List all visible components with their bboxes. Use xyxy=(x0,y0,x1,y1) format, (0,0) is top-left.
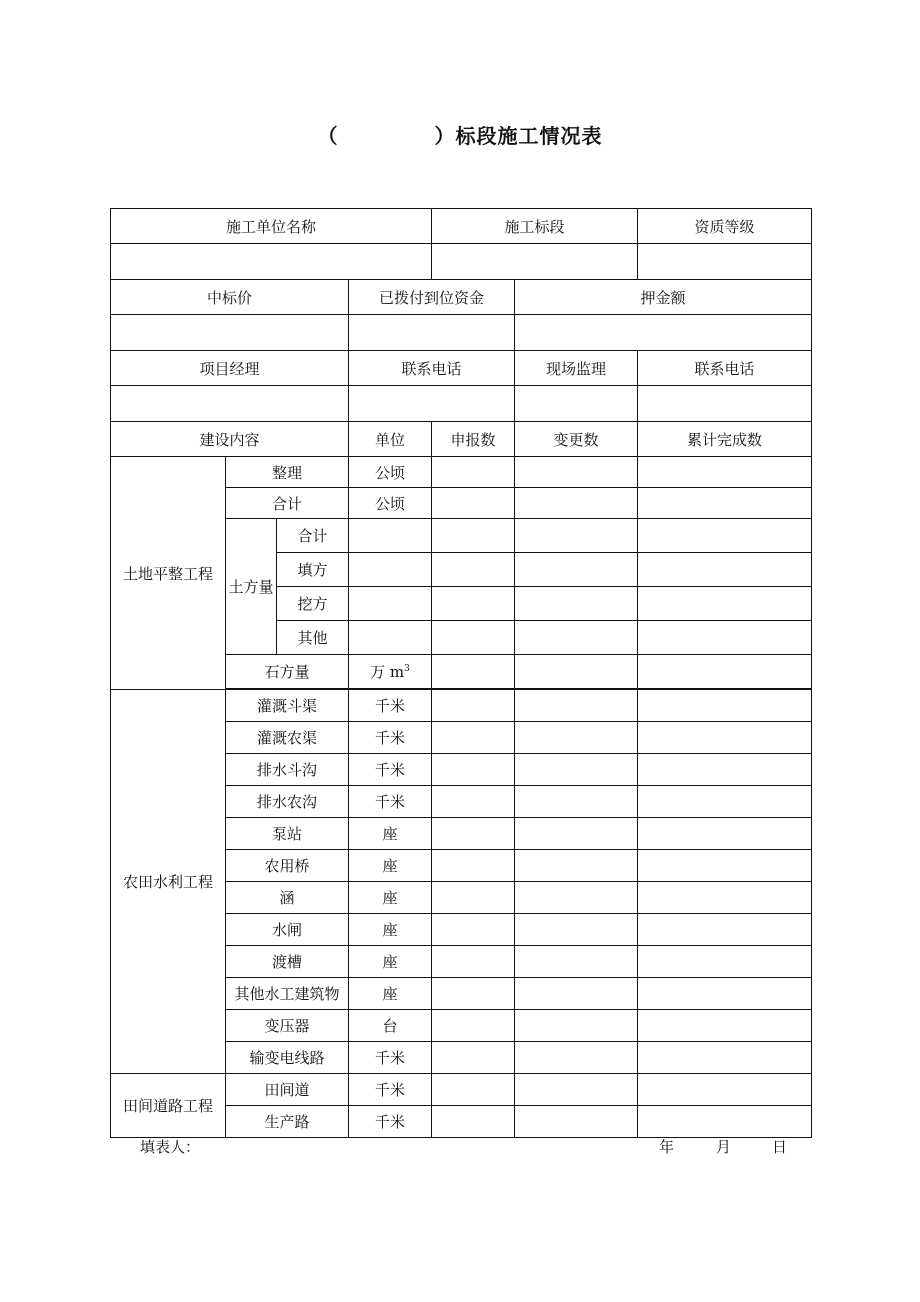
changed-cell[interactable] xyxy=(515,978,638,1010)
cumulative-cell[interactable] xyxy=(638,1106,812,1138)
declared-cell[interactable] xyxy=(432,655,515,689)
item-unit: 座 xyxy=(349,850,432,882)
header-qualification: 资质等级 xyxy=(638,209,812,244)
item-unit: 座 xyxy=(349,882,432,914)
item-name: 灌溉斗渠 xyxy=(226,690,349,722)
unit-cell[interactable] xyxy=(349,621,432,655)
stone-unit-superscript: 3 xyxy=(404,664,410,674)
construction-status-table xyxy=(110,208,812,1138)
changed-cell[interactable] xyxy=(515,488,638,519)
declared-cell[interactable] xyxy=(432,587,515,621)
declared-cell[interactable] xyxy=(432,914,515,946)
header-site-supervisor: 现场监理 xyxy=(515,351,638,386)
item-name: 泵站 xyxy=(226,818,349,850)
item-name: 整理 xyxy=(226,457,349,488)
unit-cell[interactable] xyxy=(349,553,432,587)
item-name: 生产路 xyxy=(226,1106,349,1138)
bid-price-cell[interactable] xyxy=(111,315,349,351)
header-deposit: 押金额 xyxy=(515,280,812,315)
cumulative-cell[interactable] xyxy=(638,850,812,882)
item-unit: 公顷 xyxy=(349,457,432,488)
item-unit: 千米 xyxy=(349,1106,432,1138)
declared-cell[interactable] xyxy=(432,722,515,754)
category-land-leveling: 土地平整工程 xyxy=(111,457,226,690)
cumulative-cell[interactable] xyxy=(638,1010,812,1042)
phone-1-cell[interactable] xyxy=(349,386,515,422)
funds-paid-cell[interactable] xyxy=(349,315,515,351)
item-unit: 千米 xyxy=(349,1074,432,1106)
changed-cell[interactable] xyxy=(515,655,638,689)
changed-cell[interactable] xyxy=(515,786,638,818)
item-name: 农用桥 xyxy=(226,850,349,882)
item-name: 填方 xyxy=(277,553,349,587)
declared-cell[interactable] xyxy=(432,946,515,978)
header-company-name: 施工单位名称 xyxy=(111,209,432,244)
category-water-conservancy: 农田水利工程 xyxy=(111,690,226,1074)
changed-cell[interactable] xyxy=(515,818,638,850)
item-name: 田间道 xyxy=(226,1074,349,1106)
declared-cell[interactable] xyxy=(432,978,515,1010)
declared-cell[interactable] xyxy=(432,519,515,553)
year-label: 年 xyxy=(659,1138,675,1156)
table-row xyxy=(111,457,812,488)
document-title xyxy=(0,120,920,149)
changed-cell[interactable] xyxy=(515,882,638,914)
deposit-cell[interactable] xyxy=(515,315,812,351)
filler-label: 填表人： xyxy=(140,1138,201,1156)
declared-cell[interactable] xyxy=(432,1042,515,1074)
site-supervisor-cell[interactable] xyxy=(515,386,638,422)
cumulative-cell[interactable] xyxy=(638,754,812,786)
cumulative-cell[interactable] xyxy=(638,488,812,519)
table-row xyxy=(111,1074,812,1106)
cumulative-cell[interactable] xyxy=(638,1074,812,1106)
item-name: 石方量 xyxy=(226,655,349,689)
item-name: 水闸 xyxy=(226,914,349,946)
header-declared: 申报数 xyxy=(432,422,515,457)
table-row xyxy=(111,690,812,722)
earthwork-label: 土方量 xyxy=(226,519,277,655)
changed-cell[interactable] xyxy=(515,1074,638,1106)
cumulative-cell[interactable] xyxy=(638,1042,812,1074)
table-row xyxy=(111,386,812,422)
header-funds-paid: 已拨付到位资金 xyxy=(349,280,515,315)
item-unit: 座 xyxy=(349,914,432,946)
cumulative-cell[interactable] xyxy=(638,818,812,850)
table-row xyxy=(111,351,812,386)
cumulative-cell[interactable] xyxy=(638,519,812,553)
project-manager-cell[interactable] xyxy=(111,386,349,422)
title-open-paren: （ xyxy=(317,124,339,148)
item-unit: 座 xyxy=(349,818,432,850)
declared-cell[interactable] xyxy=(432,818,515,850)
cumulative-cell[interactable] xyxy=(638,786,812,818)
changed-cell[interactable] xyxy=(515,621,638,655)
item-name: 变压器 xyxy=(226,1010,349,1042)
day-label: 日 xyxy=(772,1138,788,1156)
item-unit: 座 xyxy=(349,946,432,978)
title-text: 标段施工情况表 xyxy=(455,124,603,148)
declared-cell[interactable] xyxy=(432,1010,515,1042)
unit-cell[interactable] xyxy=(349,519,432,553)
cumulative-cell[interactable] xyxy=(638,621,812,655)
declared-cell[interactable] xyxy=(432,457,515,488)
changed-cell[interactable] xyxy=(515,914,638,946)
cumulative-cell[interactable] xyxy=(638,690,812,722)
changed-cell[interactable] xyxy=(515,754,638,786)
cumulative-cell[interactable] xyxy=(638,978,812,1010)
changed-cell[interactable] xyxy=(515,1042,638,1074)
item-unit: 座 xyxy=(349,978,432,1010)
bid-section-cell[interactable] xyxy=(432,244,638,280)
title-close-paren: ） xyxy=(434,124,456,148)
cumulative-cell[interactable] xyxy=(638,946,812,978)
table-row xyxy=(111,315,812,351)
declared-cell[interactable] xyxy=(432,1074,515,1106)
declared-cell[interactable] xyxy=(432,754,515,786)
declared-cell[interactable] xyxy=(432,882,515,914)
phone-2-cell[interactable] xyxy=(638,386,812,422)
item-name: 灌溉农渠 xyxy=(226,722,349,754)
header-project-manager: 项目经理 xyxy=(111,351,349,386)
header-bid-price: 中标价 xyxy=(111,280,349,315)
changed-cell[interactable] xyxy=(515,587,638,621)
item-unit xyxy=(349,655,432,689)
item-unit: 台 xyxy=(349,1010,432,1042)
unit-cell[interactable] xyxy=(349,587,432,621)
cumulative-cell[interactable] xyxy=(638,553,812,587)
item-name: 涵 xyxy=(226,882,349,914)
changed-cell[interactable] xyxy=(515,722,638,754)
form-footer xyxy=(0,1136,920,1158)
item-unit: 千米 xyxy=(349,1042,432,1074)
changed-cell[interactable] xyxy=(515,690,638,722)
header-phone-1: 联系电话 xyxy=(349,351,515,386)
header-phone-2: 联系电话 xyxy=(638,351,812,386)
item-name: 排水农沟 xyxy=(226,786,349,818)
item-name: 输变电线路 xyxy=(226,1042,349,1074)
declared-cell[interactable] xyxy=(432,553,515,587)
item-name: 合计 xyxy=(226,488,349,519)
changed-cell[interactable] xyxy=(515,1010,638,1042)
month-label: 月 xyxy=(716,1138,732,1156)
declared-cell[interactable] xyxy=(432,488,515,519)
qualification-cell[interactable] xyxy=(638,244,812,280)
header-cumulative: 累计完成数 xyxy=(638,422,812,457)
item-unit: 千米 xyxy=(349,786,432,818)
declared-cell[interactable] xyxy=(432,850,515,882)
item-unit: 公顷 xyxy=(349,488,432,519)
header-bid-section: 施工标段 xyxy=(432,209,638,244)
table-row xyxy=(111,422,812,457)
company-name-cell[interactable] xyxy=(111,244,432,280)
stone-unit-text: 万 m xyxy=(370,663,405,681)
table-row xyxy=(111,209,812,244)
changed-cell[interactable] xyxy=(515,519,638,553)
cumulative-cell[interactable] xyxy=(638,914,812,946)
item-unit: 千米 xyxy=(349,722,432,754)
changed-cell[interactable] xyxy=(515,946,638,978)
changed-cell[interactable] xyxy=(515,553,638,587)
declared-cell[interactable] xyxy=(432,690,515,722)
item-unit: 千米 xyxy=(349,690,432,722)
cumulative-cell[interactable] xyxy=(638,882,812,914)
declared-cell[interactable] xyxy=(432,621,515,655)
cumulative-cell[interactable] xyxy=(638,655,812,689)
declared-cell[interactable] xyxy=(432,1106,515,1138)
declared-cell[interactable] xyxy=(432,786,515,818)
item-name: 合计 xyxy=(277,519,349,553)
changed-cell[interactable] xyxy=(515,1106,638,1138)
changed-cell[interactable] xyxy=(515,850,638,882)
header-unit: 单位 xyxy=(349,422,432,457)
item-unit: 千米 xyxy=(349,754,432,786)
item-name: 其他 xyxy=(277,621,349,655)
header-construction-content: 建设内容 xyxy=(111,422,349,457)
header-changed: 变更数 xyxy=(515,422,638,457)
item-name: 渡槽 xyxy=(226,946,349,978)
cumulative-cell[interactable] xyxy=(638,587,812,621)
item-name: 挖方 xyxy=(277,587,349,621)
item-name: 排水斗沟 xyxy=(226,754,349,786)
changed-cell[interactable] xyxy=(515,457,638,488)
cumulative-cell[interactable] xyxy=(638,722,812,754)
table-row xyxy=(111,244,812,280)
item-name: 其他水工建筑物 xyxy=(226,978,349,1010)
category-field-roads: 田间道路工程 xyxy=(111,1074,226,1138)
cumulative-cell[interactable] xyxy=(638,457,812,488)
table-row xyxy=(111,280,812,315)
